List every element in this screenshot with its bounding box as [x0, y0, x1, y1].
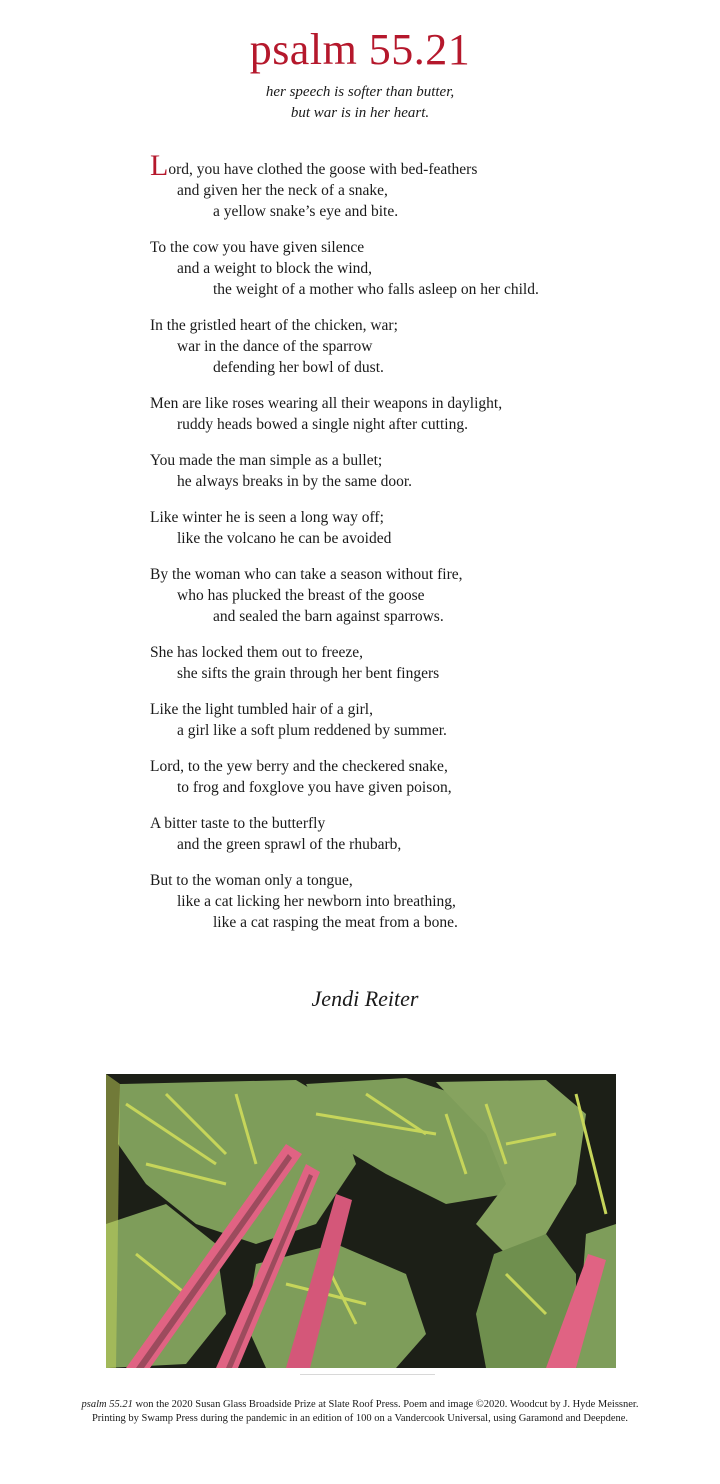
- epigraph-line: but war is in her heart.: [290, 105, 430, 121]
- poem-line: [150, 891, 670, 912]
- poem-line-text: By the woman who can take a season without fire,: [150, 566, 463, 583]
- poem-line: [150, 258, 670, 279]
- poem-line: [150, 870, 670, 891]
- stanza: [150, 813, 670, 855]
- poem-line: [150, 180, 670, 201]
- poem-line-text: and sealed the barn against sparrows.: [213, 608, 444, 625]
- poem-line-text: In the gristled heart of the chicken, war;: [150, 317, 398, 334]
- stanza: [150, 393, 670, 435]
- poem-line: [150, 393, 670, 414]
- poem-line: [150, 756, 670, 777]
- poem-line: [150, 699, 670, 720]
- poem-line-text: the weight of a mother who falls asleep on her child.: [213, 281, 539, 298]
- poem-line: [150, 720, 670, 741]
- poem-title: psalm 55.21: [249, 25, 471, 74]
- poem-line-text: Like the light tumbled hair of a girl,: [150, 701, 373, 718]
- poem-line: [150, 471, 670, 492]
- poem-line-text: You made the man simple as a bullet;: [150, 452, 383, 469]
- poem-line-text: and given her the neck of a snake,: [177, 182, 388, 199]
- poem-line-text: war in the dance of the sparrow: [177, 338, 373, 355]
- poem-line: [150, 606, 670, 627]
- poem-line-text: defending her bowl of dust.: [213, 359, 384, 376]
- poem-line-text: a yellow snake’s eye and bite.: [213, 203, 399, 220]
- poem-line-text: like a cat rasping the meat from a bone.: [213, 914, 458, 931]
- drop-cap: L: [150, 149, 169, 182]
- poem-line-text: a girl like a soft plum reddened by summer.: [177, 722, 447, 739]
- poem-line-text: he always breaks in by the same door.: [177, 473, 413, 490]
- poem-line: [150, 642, 670, 663]
- stanza: [150, 870, 670, 933]
- stanza: [150, 149, 670, 222]
- author-signature: Jendi Reiter: [311, 986, 419, 1011]
- poem-line: [150, 834, 670, 855]
- poem-line: [150, 237, 670, 258]
- poem-line-text: A bitter taste to the butterfly: [150, 815, 326, 832]
- stanza: [150, 507, 670, 549]
- poem-line: [150, 777, 670, 798]
- stanza: [150, 450, 670, 492]
- poem-line: [150, 585, 670, 606]
- epigraph: [0, 82, 720, 124]
- poem-line-text: who has plucked the breast of the goose: [177, 587, 425, 604]
- poem-line: [150, 912, 670, 933]
- stanza: [150, 237, 670, 300]
- poem-line: [150, 564, 670, 585]
- rhubarb-woodcut-image: [106, 1074, 616, 1368]
- poem-line-text: Like winter he is seen a long way off;: [150, 509, 384, 526]
- poem-line: [150, 414, 670, 435]
- stanza: [150, 756, 670, 798]
- poem-line-text: To the cow you have given silence: [150, 239, 365, 256]
- epigraph-line: her speech is softer than butter,: [265, 84, 455, 100]
- pencil-rule: [300, 1374, 435, 1375]
- poem-line-text: ruddy heads bowed a single night after cutting.: [177, 416, 468, 433]
- poem-line: [150, 279, 670, 300]
- poem-line-text: and the green sprawl of the rhubarb,: [177, 836, 402, 853]
- stanza: [150, 642, 670, 684]
- poem-line-text: and a weight to block the wind,: [177, 260, 372, 277]
- poem-line: [150, 357, 670, 378]
- poem-line: [150, 528, 670, 549]
- colophon-title: psalm 55.21: [81, 1399, 133, 1410]
- poem-line-text: she sifts the grain through her bent fingers: [177, 665, 440, 682]
- poem-line-text: like the volcano he can be avoided: [177, 530, 392, 547]
- poem-line-text: like a cat licking her newborn into breathing,: [177, 893, 456, 910]
- poem-line: [150, 336, 670, 357]
- poem-line: [150, 450, 670, 471]
- poem-line-text: Men are like roses wearing all their weapons in daylight,: [150, 395, 503, 412]
- colophon-line-1: [0, 1398, 720, 1412]
- stanza: [150, 699, 670, 741]
- poem-line: [150, 201, 670, 222]
- colophon-line-2: Printing by Swamp Press during the pandemic in an edition of 100 on a Vandercook Universal, using Garamond and Deepdene.: [91, 1413, 629, 1424]
- colophon: [0, 1398, 720, 1426]
- poem-line-text: But to the woman only a tongue,: [150, 872, 353, 889]
- poem-line: [150, 315, 670, 336]
- poem-line-text: She has locked them out to freeze,: [150, 644, 364, 661]
- poem-body: [150, 149, 670, 948]
- poem-line: [150, 149, 670, 182]
- poem-line: [150, 663, 670, 684]
- poem-line-text: Lord, to the yew berry and the checkered snake,: [150, 758, 448, 775]
- poem-line-text: ord, you have clothed the goose with bed-feathers: [168, 161, 478, 178]
- poem-line-text: to frog and foxglove you have given poison,: [177, 779, 452, 796]
- stanza: [150, 315, 670, 378]
- poem-line: [150, 507, 670, 528]
- colophon-line-1-text: won the 2020 Susan Glass Broadside Prize at Slate Roof Press. Poem and image ©2020. Woodcut by J. Hyde Meissner.: [132, 1399, 639, 1410]
- stanza: [150, 564, 670, 627]
- poem-line: [150, 813, 670, 834]
